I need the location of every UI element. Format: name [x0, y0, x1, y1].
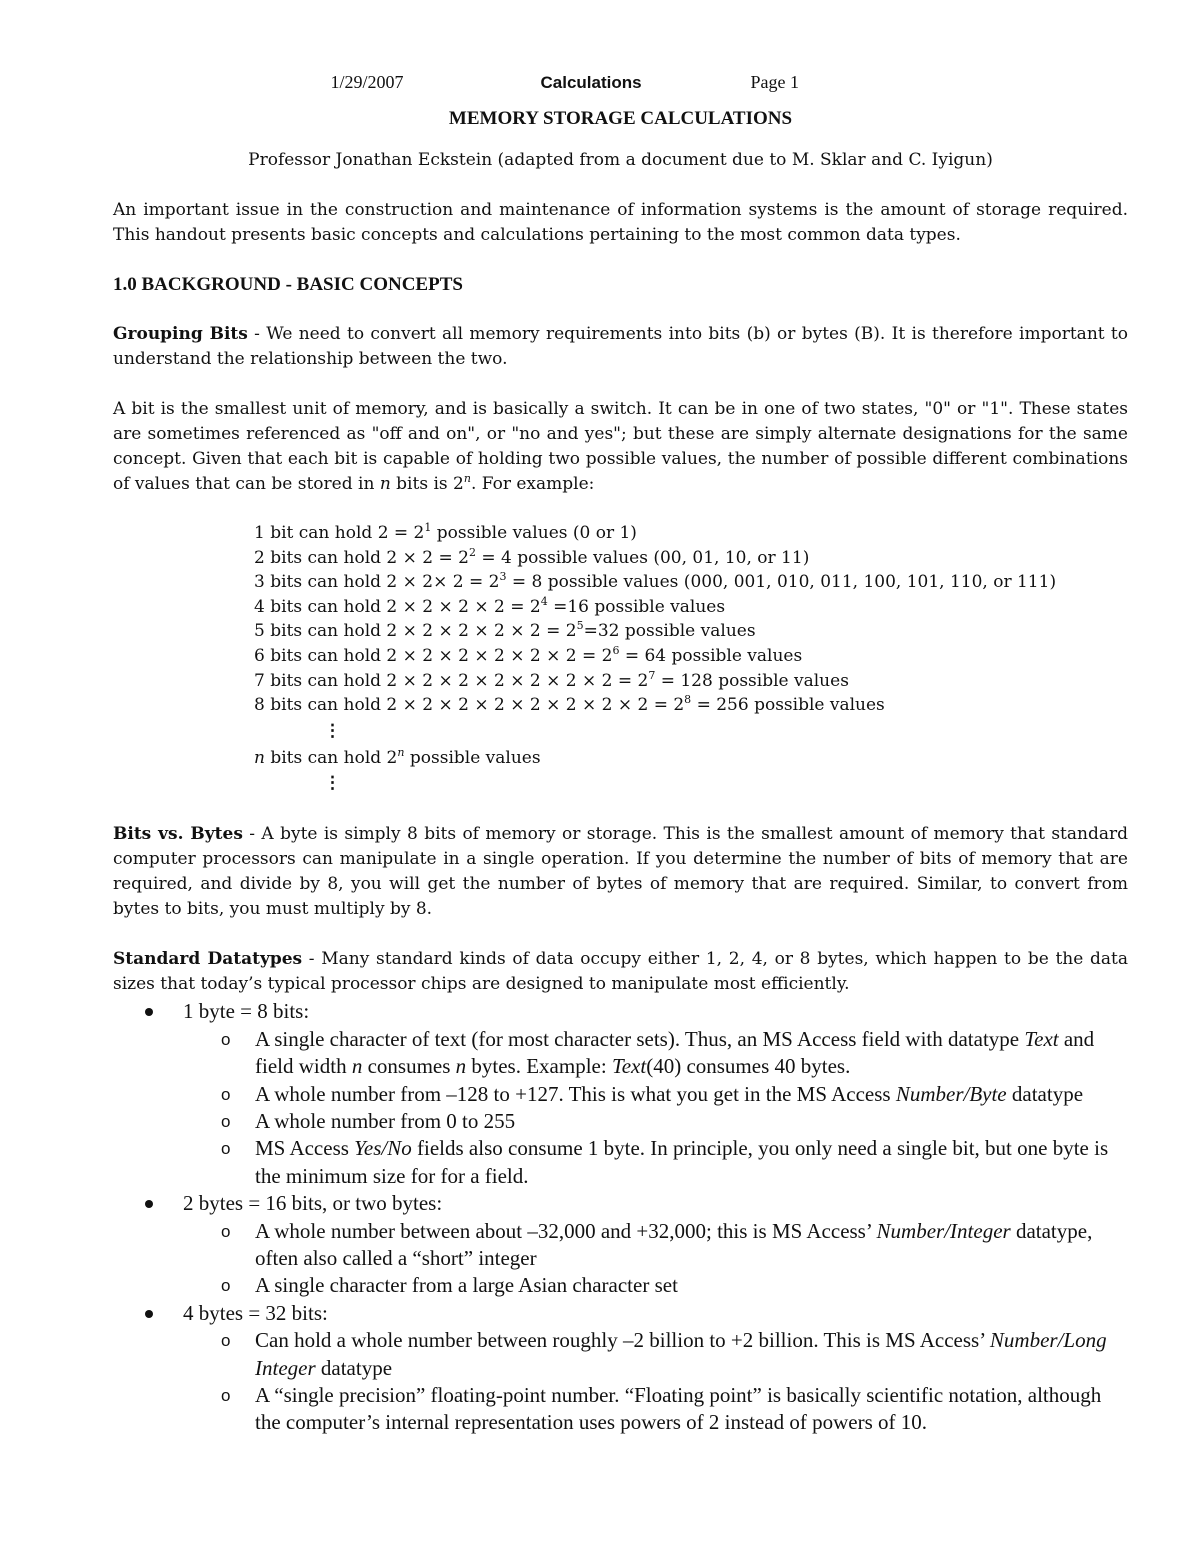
datatype-bullet-list [113, 998, 1128, 1437]
example-line: 4 bits can hold $2 \times 2 \times 2 \times 2 = 2^4 =16$ possible values [254, 594, 726, 617]
header-date: 1/29/2007 [330, 72, 404, 92]
example-line: 6 bits can hold $2 \times 2 \times 2 \times 2 \times 2 \times 2 = 2^6 = 64$ possible values [254, 643, 803, 666]
bit-para-text-3: . For example: [470, 474, 595, 494]
standard-datatypes-text: - Many standard kinds of data occupy either 1, 2, 4, or 8 bytes, which happen to be the data sizes that today’s typical processor chips are designed to manipulate most efficiently. [113, 949, 1128, 995]
section-heading-background: 1.0 BACKGROUND - BASIC CONCEPTS [113, 274, 463, 295]
vertical-ellipsis: ⋮ [324, 720, 341, 741]
grouping-bits-paragraph [113, 322, 1128, 372]
bullet-one-byte: 1 byte = 8 bits: [113, 998, 1128, 1025]
grouping-bits-lead: Grouping Bits [113, 324, 248, 344]
header-title: Calculations [540, 73, 642, 92]
standard-datatypes-lead: Standard Datatypes [113, 949, 303, 970]
sub-bullet: o A whole number from 0 to 255 [113, 1108, 1128, 1135]
sub-bullet: o A whole number from –128 to +127. This is what you get in the MS Access Number/Byte datatype [113, 1081, 1128, 1108]
bit-para-var-n: n [379, 474, 391, 494]
vertical-ellipsis: ⋮ [324, 773, 341, 794]
header-page-number: Page 1 [750, 72, 799, 92]
bit-definition-paragraph [113, 397, 1128, 497]
page-header [73, 70, 1128, 100]
sub-bullet: o A “single precision” floating-point number. “Floating point” is basically scientific notation, although the computer’s internal representation uses powers of 2 instead of powers of 10. [113, 1382, 1128, 1437]
bit-para-exponent: n [463, 472, 471, 485]
sub-bullet: o A single character of text (for most character sets). Thus, an MS Access field with datatype Text and field width n consumes n bytes. Example: Text(40) consumes 40 bytes. [113, 1026, 1128, 1081]
bits-vs-bytes-paragraph [113, 822, 1128, 922]
standard-datatypes-paragraph [113, 947, 1128, 997]
intro-paragraph: An important issue in the construction and maintenance of information systems is the amount of storage required. This handout presents basic concepts and calculations pertaining to the most common data types. [113, 200, 1128, 245]
example-line: 7 bits can hold $2 \times 2 \times 2 \times 2 \times 2 \times 2 \times 2 = 2^7 = 128$ possible values [254, 668, 849, 691]
sub-bullet: o MS Access Yes/No fields also consume 1 byte. In principle, you only need a single bit, but one byte is the minimum size for for a field. [113, 1135, 1128, 1190]
example-line: 8 bits can hold $2 \times 2 \times 2 \times 2 \times 2 \times 2 \times 2 \times 2 = 2^8 = 256$ possible values [254, 693, 885, 716]
grouping-bits-text: - We need to convert all memory requirements into bits (b) or bytes (B). It is therefore important to understand the relationship between the two. [113, 324, 1128, 369]
example-line: 3 bits can hold $2 \times 2\times 2 = 2^3 = 8$ possible values (000, 001, 010, 011, 100, 101, 110, or 111) [254, 570, 1057, 593]
sub-bullet: o A whole number between about –32,000 and +32,000; this is MS Access’ Number/Integer datatype, often also called a “short” integer [113, 1218, 1128, 1273]
sub-bullet: o A single character from a large Asian character set [113, 1272, 1128, 1299]
example-line: 5 bits can hold $2 \times 2 \times 2 \times 2 \times 2 = 2^5=32$ possible values [254, 619, 756, 642]
example-line-n: n bits can hold 2$^n$ possible values [254, 745, 541, 768]
bit-para-text: A bit is the smallest unit of memory, and is basically a switch. It can be in one of two states, "0" or "1". These states are sometimes referenced as "off and on", or "no and yes"; but these are simply alternate designations for the same concept. Given that each bit is capable of holding two possible values, the number of possible different combinations of values that can be stored in [113, 399, 1128, 494]
bits-vs-bytes-lead: Bits vs. Bytes [113, 824, 243, 845]
document-title: MEMORY STORAGE CALCULATIONS [448, 108, 793, 129]
example-line: 1 bit can hold $2 = 2^1$ possible values (0 or 1) [254, 521, 637, 543]
example-line: 2 bits can hold $2 \times 2 = 2^2 = 4$ possible values (00, 01, 10, or 11) [254, 545, 810, 568]
bullet-four-bytes: 4 bytes = 32 bits: [113, 1300, 1128, 1327]
bit-para-text-2: bits is 2 [390, 474, 464, 494]
sub-bullet: o Can hold a whole number between roughly –2 billion to +2 billion. This is MS Access’ Number/Long Integer datatype [113, 1327, 1128, 1382]
bit-examples-list [254, 521, 1128, 798]
document-author: Professor Jonathan Eckstein (adapted from a document due to M. Sklar and C. Iyigun) [248, 150, 993, 170]
bits-vs-bytes-text: - A byte is simply 8 bits of memory or storage. This is the smallest amount of memory that standard computer processors can manipulate in a single operation. If you determine the number of bits of memory that are required, and divide by 8, you will get the number of bytes of memory that are required. Similar, to convert from bytes to bits, you must multiply by 8. [113, 824, 1128, 920]
bullet-two-bytes: 2 bytes = 16 bits, or two bytes: [113, 1190, 1128, 1217]
